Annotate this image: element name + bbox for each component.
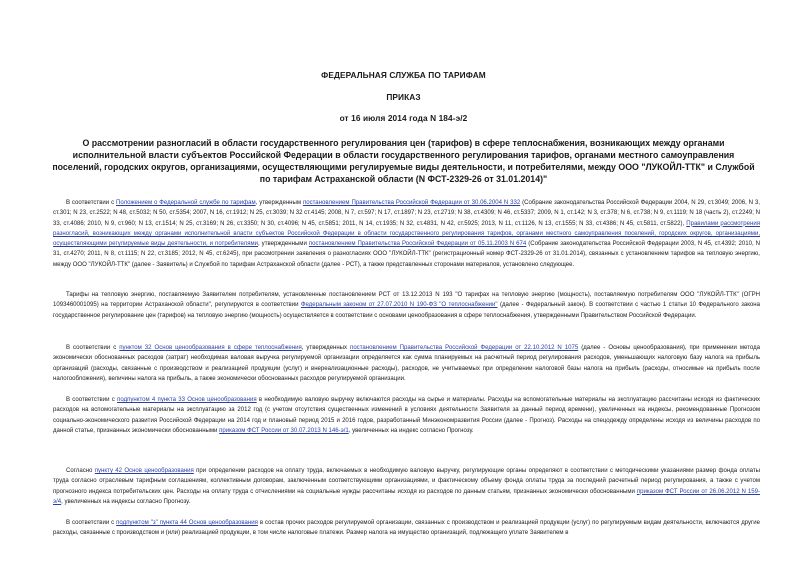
document-reference-link[interactable]: пункту 42 Основ ценообразования bbox=[94, 468, 194, 474]
paragraph-text: (Собрание законодательства Российской Федерации 2004, N 29, ст.3049; 2006, N 3, ст.301; N 23, ст.2522; N 48, ст.5032; N 50, ст.5354; 2007, N 16, ст.1912; N 25, ст.3039; N 32 ст.4145; 2008, N 7, ст.597; N 17, ст.1897; N 23, ст.2719; N 38, ст.4309; N 46, ст.5337; 2009, N 1, ст.142; N 3, ст.378; N 6, ст.738; N 9, ст.1119; N 18 (часть 2), ст.2249; N 33, ст.4086; 2010, N 9, ст.960; N 13, ст.1514; N 25, ст.3169; N 26, ст.3350; N 30, ст.4096; N 45, ст.5851; 2011, N 14, ст.1935; N 32, ст.4831, N 42, ст.5925; 2013, N 11, ст.1126, N 13, ст.1555; N 33, ст.4386; N 45, ст.5811, ст.5822), bbox=[53, 200, 760, 227]
paragraph-4 bbox=[53, 395, 760, 436]
paragraph-text: (далее - Основы ценообразования), при применении метода экономически обоснованных расходов (затрат) необходимая валовая выручка регулируемой организации определяется как сумма планируемых на расчетный период регулирования расходов, уменьшающих налоговую базу налога на прибыль организаций (расходы, связанные с производством и реализацией продукции (услуг) и внереализационные расходы), расходов, не учитываемых при определении налоговой базы налога на прибыль (расходы, относимые на прибыль после налогообложения), величины налога на прибыль, а также экономически обоснованных расходов регулируемой организации. bbox=[53, 345, 760, 382]
document-reference-link[interactable]: Правилами рассмотрения разногласий, возникающих между органами исполнительной власти субъектов Российской Федерации в области государственного регулирования тарифов, органами местного самоуправления поселений, городских округов, организациями, осуществляющими регулируемые виды деятельности, и потребителями bbox=[53, 220, 760, 248]
paragraph-1 bbox=[53, 198, 760, 270]
paragraph-text: Тарифы на тепловую энергию, поставляемую Заявителем потребителям, установленные постановлением РСТ от 13.12.2013 N 193 "О тарифах на тепловую энергию (мощность), поставляемую потребителям ООО "ЛУКОЙЛ-ТТК" (ОГРН 1093460001095) на территории Астраханской области", регулируются в соответствии bbox=[53, 292, 760, 309]
paragraph-text: , утвержденным bbox=[255, 200, 303, 206]
agency-title: ФЕДЕРАЛЬНАЯ СЛУЖБА ПО ТАРИФАМ bbox=[321, 70, 486, 80]
paragraph-3 bbox=[53, 343, 760, 384]
paragraph-text: Согласно bbox=[66, 468, 95, 474]
document-reference-link[interactable]: подпунктом 4 пункта 33 Основ ценообразования bbox=[117, 397, 257, 403]
paragraph-text: , увеличенных на индексы согласно Прогнозу. bbox=[61, 498, 191, 505]
document-reference-link[interactable]: пунктом 32 Основ ценообразования в сфере теплоснабжения bbox=[119, 345, 302, 351]
document-reference-link[interactable]: Федеральным законом от 27.07.2010 N 190-ФЗ "О теплоснабжении" bbox=[300, 302, 498, 309]
document-reference-link[interactable]: подпунктом "з" пункта 44 Основ ценообразования bbox=[116, 520, 258, 526]
paragraph-text: (далее - Федеральный закон). В соответствии с частью 1 статьи 10 Федерального закона государственное регулирование цен (тарифов) на тепловую энергию (мощность) осуществляется в соответствии с основами ценообразования в сфере теплоснабжения, утвержденными Правительством Российской Федерации. bbox=[53, 302, 760, 319]
document-reference-link[interactable]: постановлением Правительства Российской Федерации от 05.11.2003 N 674 bbox=[308, 241, 527, 248]
document-reference-link[interactable]: приказом ФСТ России от 26.06.2012 N 159-э/4 bbox=[53, 488, 760, 505]
paragraph-text: В соответствии с bbox=[66, 397, 118, 403]
paragraph-text: , утвержденными bbox=[258, 241, 309, 248]
paragraph-text: (Собрание законодательства Российской Федерации 2003, N 45, ст.4392; 2010, N 31, ст.4270; 2011, N 8, ст.1115; N 22, ст.3185; 2012, N 45, ст.6245), при рассмотрении заявления о разногласиях ООО "ЛУКОЙЛ-ТТК" (регистрационный номер ФСТ-2329-26 от 31.01.2014), связанных с установлением тарифов на тепловую энергию, между ООО "ЛУКОЙЛ-ТТК" (далее - Заявитель) и Службой по тарифам Астраханской области (далее - РСТ), а также представленных сторонами материалов, установлено следующее. bbox=[53, 241, 760, 268]
document-subject: О рассмотрении разногласий в области государственного регулирования цен (тарифов) в сфере теплоснабжения, возникающих между органами исполнительной власти субъектов Российской Федерации в области государственного регулирования тарифов, органами местного самоуправления поселений, городских округов, организациями, осуществляющими регулируемые виды деятельности, и потребителями, между ООО "ЛУКОЙЛ-ТТК" и Службой по тарифам Астраханской области (N ФСТ-2329-26 от 31.01.2014)" bbox=[52, 138, 755, 184]
paragraph-text: , утвержденных bbox=[301, 345, 351, 351]
paragraph-text: В соответствии с bbox=[66, 520, 117, 526]
paragraph-text: в состав прочих расходов регулируемой организации, связанных с производством и реализацией продукции (услуг) по регулируемым видам деятельности, включаются другие расходы, связанные с производством и (или) реализацией продукции, в том числе налоговые платежи. Размер налога на имущество организаций, подлежащего уплате Заявителем в bbox=[53, 520, 760, 537]
paragraph-2 bbox=[53, 290, 760, 321]
paragraph-5 bbox=[53, 466, 760, 507]
paragraph-text: В соответствии с bbox=[66, 345, 120, 351]
paragraph-text: в необходимую валовую выручку включаются расходы на сырье и материалы. Расходы на вспомогательные материалы на эксплуатацию рассчитаны исходя из фактических расходов на вспомогательные материалы на эксплуатацию за 2012 год (с учетом отсутствия существенных изменений в условиях деятельности Заявителя за данный период времени), увеличенных на индексы, рекомендованные Прогнозом социально-экономического развития Российской Федерации на 2014 год и плановый период 2015 и 2016 годов, разработанный Минэкономразвития России (далее - Прогноз). Расходы на спецодежду определены исходя из величины расходов по данной статье, признанных экономически обоснованными bbox=[53, 397, 760, 434]
document-type: ПРИКАЗ bbox=[386, 92, 421, 102]
document-reference-link[interactable]: постановлением Правительства Российской Федерации от 30.06.2004 N 332 bbox=[302, 200, 521, 206]
document-reference-link[interactable]: постановлением Правительства Российской Федерации от 22.10.2012 N 1075 bbox=[350, 345, 579, 351]
document-reference-link[interactable]: Положением о Федеральной службе по тарифам bbox=[116, 200, 256, 206]
document-date-number: от 16 июля 2014 года N 184-э/2 bbox=[339, 113, 468, 123]
paragraph-text: В соответствии с bbox=[66, 200, 116, 206]
document-reference-link[interactable]: приказом ФСТ России от 30.07.2013 N 146-э/1 bbox=[219, 427, 349, 434]
paragraph-text: при определении расходов на оплату труда, включаемых в необходимую валовую выручку, регулирующие органы определяют в соответствии с методическими указаниями размер фонда оплаты труда согласно отраслевым тарифным соглашениям, коллективным договорам, заключенным соответствующими организациями, и фактическому объему фонда оплаты труда за последний расчетный период регулирования, а также с учетом прогнозного индекса потребительских цен. Расходы на оплату труда с отчислениями на социальные нужды рассчитаны исходя из расходов по данным статьям, признанных экономически обоснованными bbox=[53, 468, 760, 495]
paragraph-text: , увеличенных на индекс согласно Прогнозу. bbox=[348, 427, 474, 434]
paragraph-6 bbox=[53, 518, 760, 539]
